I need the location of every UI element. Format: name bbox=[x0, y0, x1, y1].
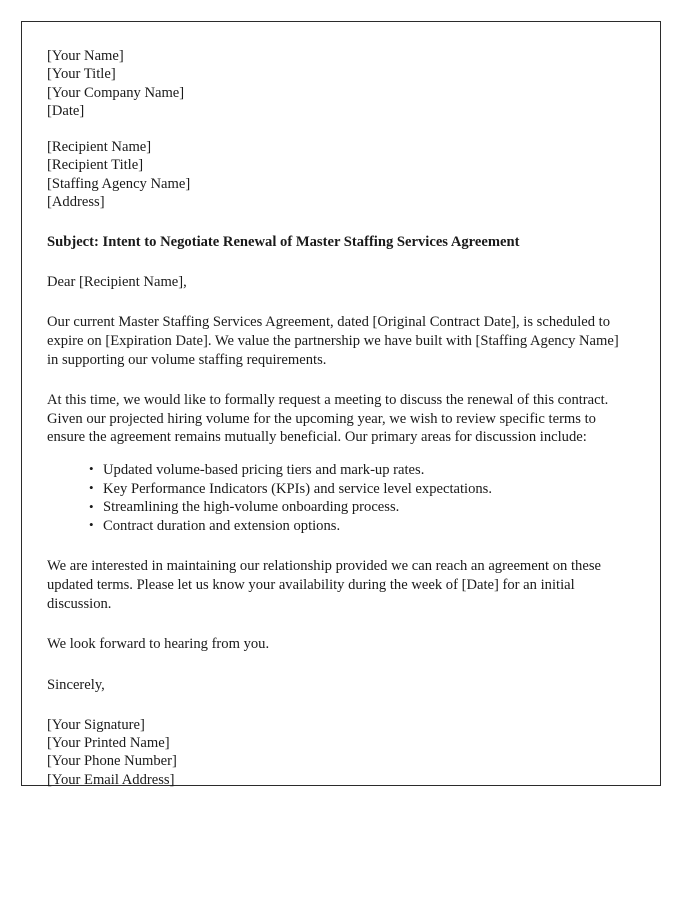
list-item: • Updated volume-based pricing tiers and mark-up rates. bbox=[89, 461, 627, 480]
signature-placeholder: [Your Signature] bbox=[47, 716, 145, 733]
sender-address-block bbox=[47, 47, 627, 120]
discussion-points-list bbox=[47, 447, 627, 535]
recipient-title: [Recipient Title] bbox=[47, 157, 144, 174]
sender-company: [Your Company Name] bbox=[47, 84, 185, 101]
list-item: • Streamlining the high-volume onboarding process. bbox=[89, 498, 627, 517]
sender-date: [Date] bbox=[47, 102, 85, 119]
subject-line: Subject: Intent to Negotiate Renewal of Master Staffing Services Agreement bbox=[47, 234, 520, 251]
list-item: • Key Performance Indicators (KPIs) and service level expectations. bbox=[89, 480, 627, 499]
recipient-agency-name: [Staffing Agency Name] bbox=[47, 175, 191, 192]
letter-page-frame bbox=[21, 21, 661, 786]
recipient-address: [Address] bbox=[47, 194, 105, 211]
salutation: Dear [Recipient Name], bbox=[47, 274, 187, 291]
sender-name: [Your Name] bbox=[47, 48, 124, 64]
email-address: [Your Email Address] bbox=[47, 771, 175, 788]
body-paragraph-1: Our current Master Staffing Services Agreement, dated [Original Contract Date], is scheduled to expire on [Expiration Date]. We value the partnership we have built with [Staffing Agency Name] in supporting our volume staffing requirements. bbox=[47, 314, 619, 368]
signature-block bbox=[47, 694, 627, 789]
signoff: Sincerely, bbox=[47, 676, 105, 693]
list-item: • Contract duration and extension options. bbox=[89, 517, 627, 536]
address-block-separator bbox=[47, 120, 627, 138]
recipient-name: [Recipient Name] bbox=[47, 139, 152, 156]
printed-name: [Your Printed Name] bbox=[47, 734, 170, 751]
body-paragraph-3: We are interested in maintaining our relationship provided we can reach an agreement on these updated terms. Please let us know your availability during the week of [Date] for an initial discussion. bbox=[47, 558, 601, 612]
body-paragraph-2: At this time, we would like to formally request a meeting to discuss the renewal of this contract. Given our projected hiring volume for the upcoming year, we wish to review specific terms to ensure the agreement remains mutually beneficial. Our primary areas for discussion include: bbox=[47, 392, 609, 446]
sender-title: [Your Title] bbox=[47, 66, 116, 83]
phone-number: [Your Phone Number] bbox=[47, 753, 177, 770]
recipient-address-block bbox=[47, 138, 627, 211]
letter-content bbox=[47, 47, 627, 789]
body-paragraph-4: We look forward to hearing from you. bbox=[47, 636, 270, 653]
